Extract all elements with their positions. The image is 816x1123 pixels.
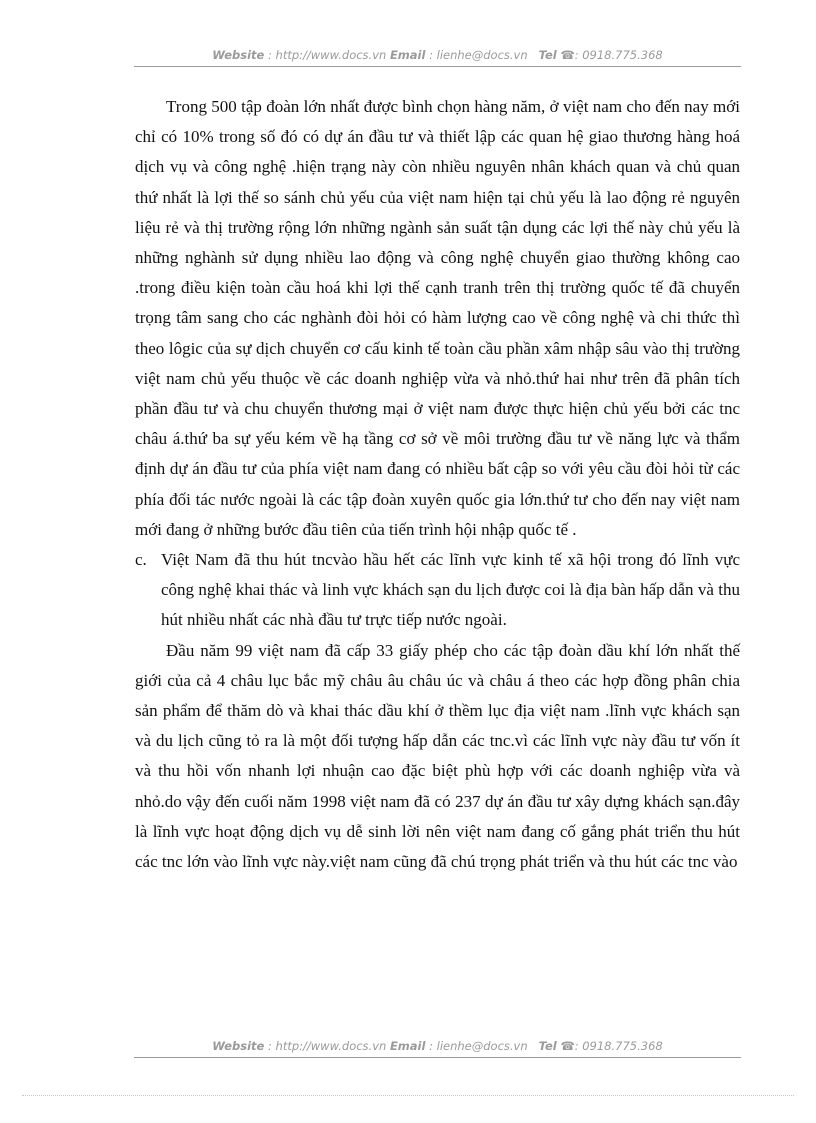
header-rule bbox=[134, 66, 741, 67]
page-header bbox=[134, 48, 741, 62]
header-website-value: : http://www.docs.vn bbox=[264, 48, 390, 62]
header-tel-label: Tel bbox=[538, 48, 557, 62]
paragraph-1: Trong 500 tập đoàn lớn nhất được bình chọn hàng năm, ở việt nam cho đến nay mới chỉ có 10% trong số đó có dự án đầu tư và thiết lập các quan hệ giao thương hàng hoá dịch vụ và công nghệ .hiện trạng này còn nhiều nguyên nhân khách quan và chủ quan thứ nhất là lợi thế so sánh chủ yếu của việt nam hiện tại chủ yếu là lao động rẻ nguyên liệu rẻ và thị trường rộng lớn những ngành sản suất tận dụng các lợi thế này chủ yếu là những nghành sử dụng nhiều lao động và công nghệ chuyển giao thường không cao .trong điều kiện toàn cầu hoá khi lợi thế cạnh tranh trên thị trường quốc tế đã chuyển trọng tâm sang cho các nghành đòi hỏi có hàm lượng cao về công nghệ và chi thức thì theo lôgic của sự dịch chuyển cơ cấu kinh tế toàn cầu phần xâm nhập sâu vào thị trường việt nam chủ yếu thuộc về các doanh nghiệp vừa và nhỏ.thứ hai như trên đã phân tích phần đầu tư và chu chuyển thương mại ở việt nam được thực hiện chủ yếu bởi các tnc châu á.thứ ba sự yếu kém về hạ tầng cơ sở về môi trường đầu tư về năng lực và thẩm định dự án đầu tư của phía việt nam đang có nhiều bất cập so với yêu cầu đòi hỏi từ các phía đối tác nước ngoài là các tập đoàn xuyên quốc gia lớn.thứ tư cho đến nay việt nam mới đang ở những bước đầu tiên của tiến trình hội nhập quốc tế . bbox=[135, 97, 740, 539]
paragraph-2: Đầu năm 99 việt nam đã cấp 33 giấy phép cho các tập đoàn dầu khí lớn nhất thế giới của cả 4 châu lục bắc mỹ châu âu châu úc và châu á theo các hợp đồng phân chia sản phẩm để thăm dò và khai thác dầu khí ở thềm lục địa việt nam .lĩnh vực khách sạn và du lịch cũng tỏ ra là một đối tượng hấp dẫn các tnc.vì các lĩnh vực này đầu tư vốn ít và thu hồi vốn nhanh lợi nhuận cao đặc biệt phù hợp với các doanh nghiệp vừa và nhỏ.do vậy đến cuối năm 1998 việt nam đã có 237 dự án đầu tư xây dựng khách sạn.đây là lĩnh vực hoạt động dịch vụ dễ sinh lời nên việt nam đang cố gắng phát triển thu hút các tnc lớn vào lĩnh vực này.việt nam cũng đã chú trọng phát triển và thu hút các tnc vào bbox=[135, 640, 740, 872]
list-item-c bbox=[135, 545, 740, 636]
footer-tel-value: : 0918.775.368 bbox=[574, 1039, 663, 1053]
page-footer bbox=[134, 1039, 741, 1053]
footer-website-value: : http://www.docs.vn bbox=[264, 1039, 390, 1053]
footer-website-label: Website bbox=[212, 1039, 265, 1053]
header-website-label: Website bbox=[212, 48, 265, 62]
footer-email-value: : lienhe@docs.vn bbox=[425, 1039, 532, 1053]
page-bottom-edge bbox=[22, 1095, 794, 1096]
list-item-text: Việt Nam đã thu hút tncvào hầu hết các lĩnh vực kinh tế xã hội trong đó lĩnh vực công nghệ khai thác và linh vực khách sạn du lịch được coi là địa bàn hấp dẫn và thu hút nhiều nhất các nhà đầu tư trực tiếp nước ngoài. bbox=[161, 550, 740, 630]
footer-email-label: Email bbox=[389, 1039, 426, 1053]
telephone-icon: ☎ bbox=[560, 48, 575, 62]
document-body bbox=[135, 92, 740, 877]
header-email-label: Email bbox=[389, 48, 426, 62]
footer-rule bbox=[134, 1057, 741, 1058]
telephone-icon: ☎ bbox=[560, 1039, 575, 1053]
footer-tel-label: Tel bbox=[538, 1039, 557, 1053]
header-tel-value: : 0918.775.368 bbox=[574, 48, 663, 62]
list-marker: c. bbox=[135, 550, 147, 570]
header-email-value: : lienhe@docs.vn bbox=[425, 48, 532, 62]
